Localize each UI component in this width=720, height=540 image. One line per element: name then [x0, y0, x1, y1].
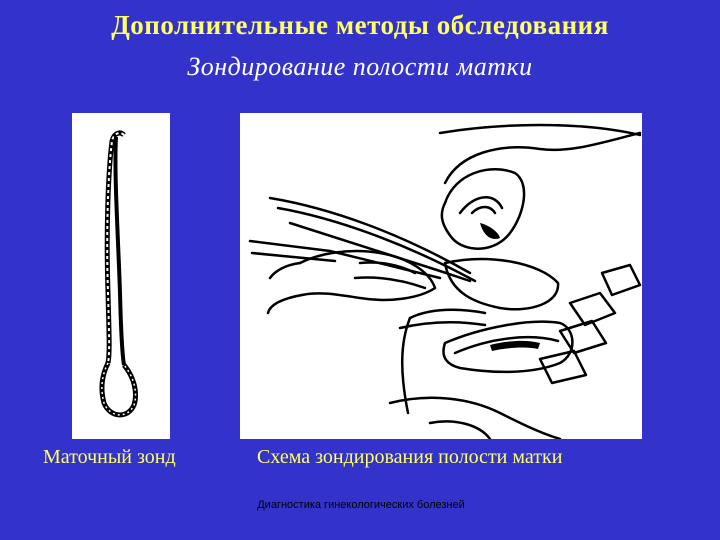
probe-caption: Маточный зонд: [43, 446, 176, 468]
footer-text: Диагностика гинекологических болезней: [257, 499, 465, 511]
scheme-caption: Схема зондирования полости матки: [257, 446, 563, 468]
slide-subtitle: Зондирование полости матки: [187, 52, 533, 81]
slide-title: Дополнительные методы обследования: [111, 10, 609, 40]
uterine-probe-illustration: [72, 113, 170, 439]
uterine-probe-drawing: [72, 113, 170, 439]
probing-scheme-drawing: [240, 113, 642, 439]
probing-scheme-illustration: [240, 113, 642, 439]
